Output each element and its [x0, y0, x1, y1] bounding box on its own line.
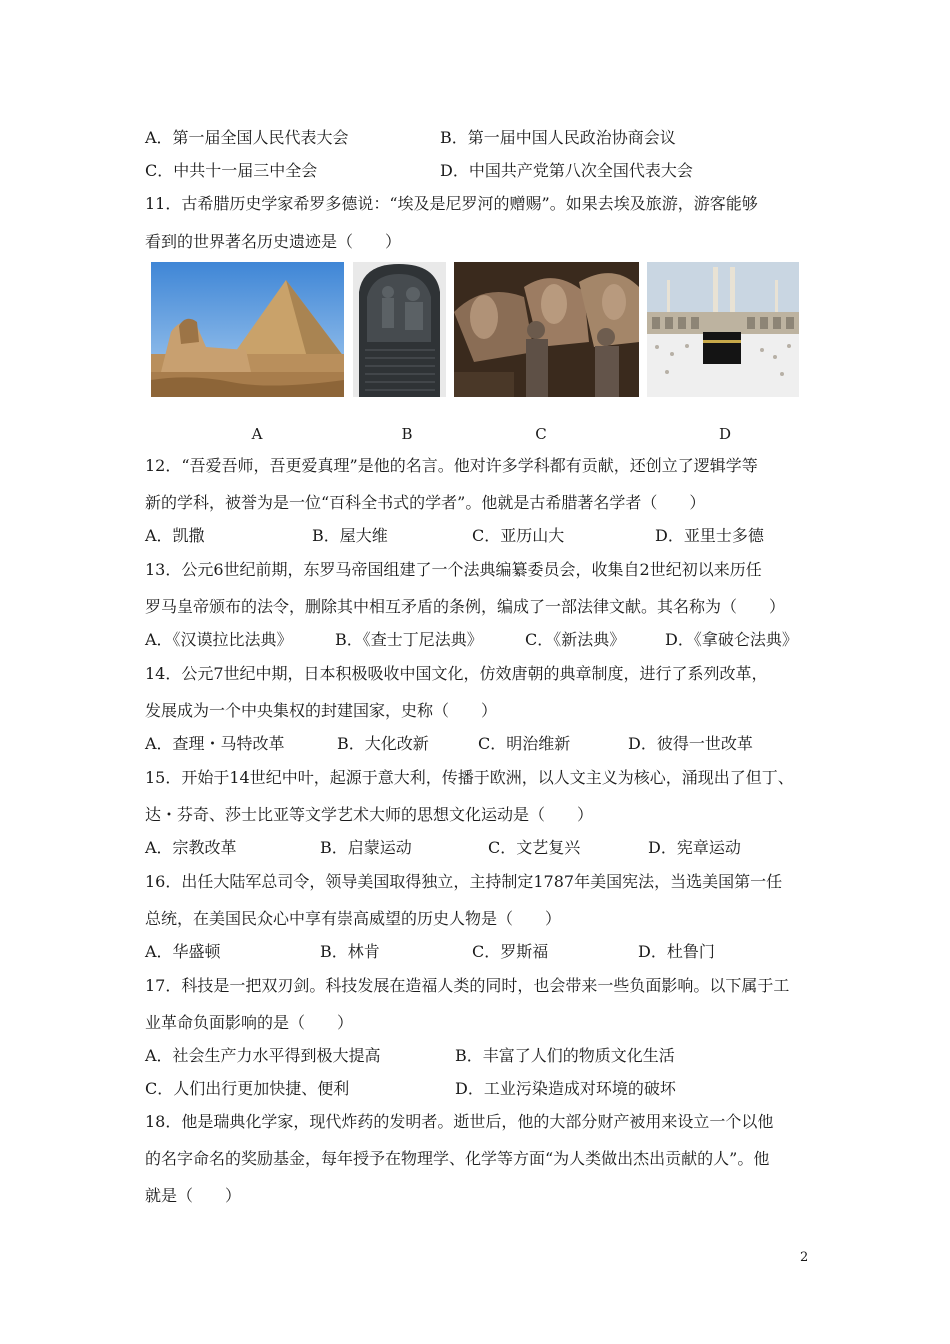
- q12-stem-line2: 新的学科，被誉为是一位“百科全书式的学者”。他就是古希腊著名学者（ ）: [145, 493, 706, 512]
- q14-option-c: C．明治维新: [478, 734, 571, 753]
- q18-stem-line2: 的名字命名的奖励基金，每年授予在物理学、化学等方面“为人类做出杰出贡献的人”。他: [145, 1149, 770, 1168]
- q11-stem-line2: 看到的世界著名历史遗迹是（ ）: [145, 232, 402, 251]
- q14-option-b: B．大化改新: [337, 734, 429, 753]
- q14-option-d: D．彼得一世改革: [628, 734, 753, 753]
- q18-stem-line3: 就是（ ）: [145, 1186, 242, 1205]
- q10-option-d: D．中国共产党第八次全国代表大会: [440, 161, 693, 180]
- q12-option-d: D．亚里士多德: [655, 526, 764, 545]
- q12-option-b: B．屋大维: [312, 526, 388, 545]
- q16-stem-line2: 总统，在美国民众心中享有崇高威望的历史人物是（ ）: [145, 909, 562, 928]
- q15-stem-line2: 达・芬奇、莎士比亚等文学艺术大师的思想文化运动是（ ）: [145, 805, 594, 824]
- q13-option-b: B．《查士丁尼法典》: [335, 630, 483, 649]
- q17-stem-line1: 17．科技是一把双刃剑。科技发展在造福人类的同时，也会带来一些负面影响。以下属于工: [145, 976, 790, 995]
- q16-option-a: A．华盛顿: [145, 942, 221, 961]
- q15-option-b: B．启蒙运动: [320, 838, 412, 857]
- q17-option-a: A．社会生产力水平得到极大提高: [145, 1046, 381, 1065]
- q13-option-c: C．《新法典》: [525, 630, 626, 649]
- q10-option-c: C．中共十一届三中全会: [145, 161, 318, 180]
- image-caption-b: B: [401, 425, 413, 443]
- q17-stem-line2: 业革命负面影响的是（ ）: [145, 1013, 354, 1032]
- image-caption-c: C: [535, 425, 547, 443]
- q14-stem-line2: 发展成为一个中央集权的封建国家，史称（ ）: [145, 701, 498, 720]
- q10-option-a: A．第一届全国人民代表大会: [145, 128, 349, 147]
- image-caption-d: D: [718, 425, 732, 443]
- image-caption-a: A: [251, 425, 263, 443]
- q15-stem-line1: 15．开始于14世纪中叶，起源于意大利，传播于欧洲，以人文主义为核心，涌现出了但丁、: [145, 768, 794, 787]
- q12-option-c: C．亚历山大: [472, 526, 565, 545]
- q14-stem-line1: 14．公元7世纪中期，日本积极吸收中国文化，仿效唐朝的典章制度，进行了系列改革，: [145, 664, 768, 683]
- q13-option-d: D．《拿破仑法典》: [665, 630, 798, 649]
- q16-option-c: C．罗斯福: [472, 942, 549, 961]
- q17-option-d: D．工业污染造成对环境的破坏: [455, 1079, 676, 1098]
- q15-option-d: D．宪章运动: [648, 838, 741, 857]
- q16-stem-line1: 16．出任大陆军总司令，领导美国取得独立，主持制定1787年美国宪法，当选美国第一任: [145, 872, 783, 891]
- hammurabi-stele-image: [353, 262, 446, 397]
- page-number: 2: [800, 1250, 809, 1265]
- q15-option-c: C．文艺复兴: [488, 838, 581, 857]
- q13-stem-line1: 13．公元6世纪前期，东罗马帝国组建了一个法典编纂委员会，收集自2世纪初以来历任: [145, 560, 762, 579]
- q17-option-b: B．丰富了人们的物质文化生活: [455, 1046, 675, 1065]
- q15-option-a: A．宗教改革: [145, 838, 237, 857]
- q12-option-a: A．凯撒: [145, 526, 205, 545]
- q16-option-d: D．杜鲁门: [638, 942, 715, 961]
- q11-stem-line1: 11．古希腊历史学家希罗多德说：“埃及是尼罗河的赠赐”。如果去埃及旅游，游客能够: [145, 194, 758, 213]
- sphinx-pyramid-image: [151, 262, 344, 397]
- q17-option-c: C．人们出行更加快捷、便利: [145, 1079, 350, 1098]
- q16-option-b: B．林肯: [320, 942, 380, 961]
- q18-stem-line1: 18．他是瑞典化学家，现代炸药的发明者。逝世后，他的大部分财产被用来设立一个以他: [145, 1112, 774, 1131]
- q13-option-a: A．《汉谟拉比法典》: [145, 630, 293, 649]
- mecca-kaaba-image: [647, 262, 799, 397]
- q10-option-b: B．第一届中国人民政治协商会议: [440, 128, 676, 147]
- q14-option-a: A．查理・马特改革: [145, 734, 285, 753]
- q12-stem-line1: 12．“吾爱吾师，吾更爱真理”是他的名言。他对许多学科都有贡献，还创立了逻辑学等: [145, 456, 758, 475]
- terracotta-warriors-image: [454, 262, 639, 397]
- q13-stem-line2: 罗马皇帝颁布的法令，删除其中相互矛盾的条例，编成了一部法律文献。其名称为（ ）: [145, 597, 786, 616]
